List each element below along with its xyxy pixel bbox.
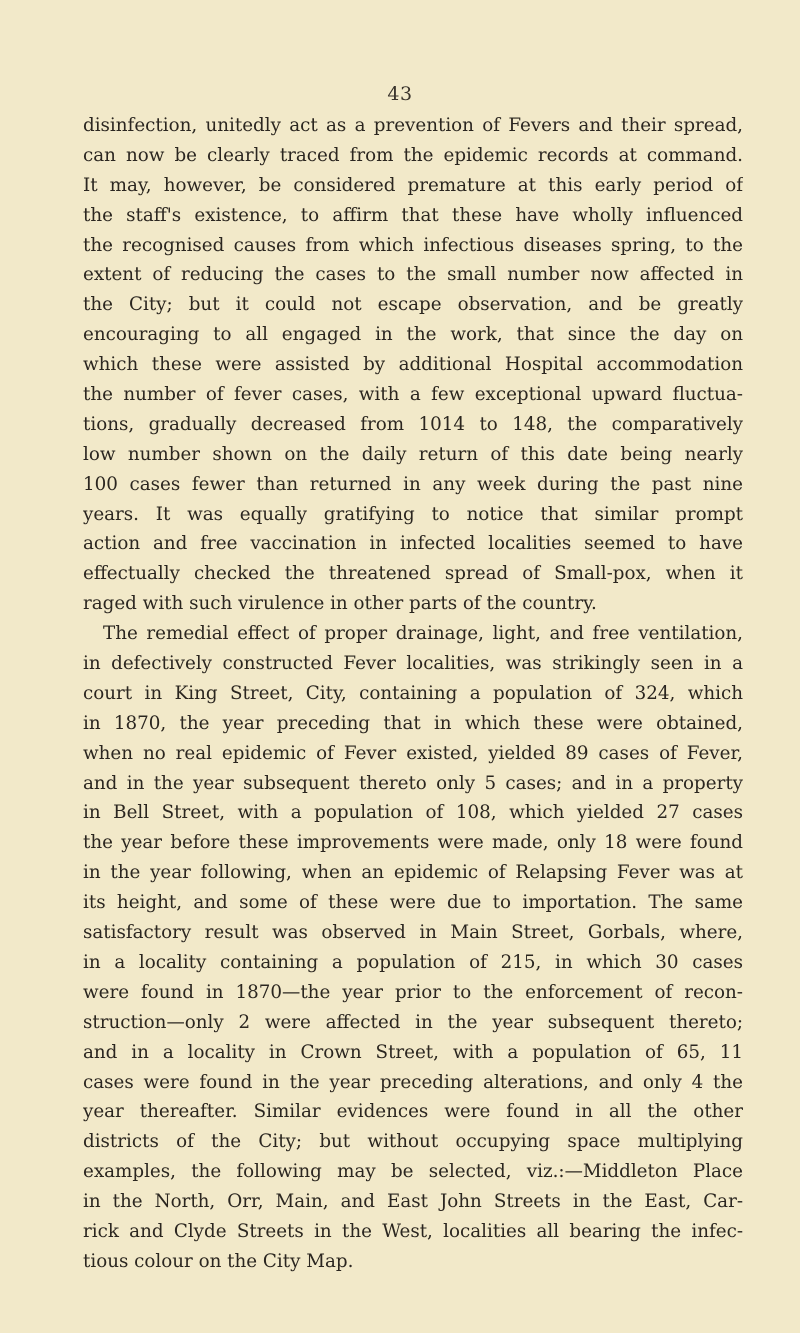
text-line: court in King Street, City, containing a population of 324, which xyxy=(83,682,743,704)
text-line: were found in 1870—the year prior to the enforcement of recon- xyxy=(83,981,743,1003)
text-line: encouraging to all engaged in the work, that since the day on xyxy=(83,324,743,346)
text-line: when no real epidemic of Fever existed, yielded 89 cases of Fever, xyxy=(83,742,743,764)
text-line: the year before these improvements were made, only 18 were found xyxy=(83,832,743,854)
text-line: extent of reducing the cases to the small number now affected in xyxy=(83,264,743,286)
text-line: which these were assisted by additional Hospital accommodation xyxy=(83,354,743,376)
text-line: low number shown on the daily return of this date being nearly xyxy=(83,443,743,465)
text-line: in 1870, the year preceding that in which these were obtained, xyxy=(83,712,743,734)
text-line: its height, and some of these were due to importation. The same xyxy=(83,892,743,914)
text-line: satisfactory result was observed in Main Street, Gorbals, where, xyxy=(83,922,743,944)
text-line: tious colour on the City Map. xyxy=(83,1250,354,1272)
body-text xyxy=(83,111,743,1277)
text-line: in defectively constructed Fever localities, was strikingly seen in a xyxy=(83,653,743,675)
page-number: 43 xyxy=(387,83,413,105)
text-line: the City; but it could not escape observation, and be greatly xyxy=(83,294,743,316)
text-line: in the year following, when an epidemic of Relapsing Fever was at xyxy=(83,862,743,884)
text-line: tions, gradually decreased from 1014 to 148, the comparatively xyxy=(83,413,743,435)
text-line: cases were found in the year preceding alterations, and only 4 the xyxy=(83,1071,743,1093)
text-line: districts of the City; but without occupying space multiplying xyxy=(83,1131,743,1153)
text-line: disinfection, unitedly act as a prevention of Fevers and their spread, xyxy=(83,115,743,136)
text-line: in Bell Street, with a population of 108, which yielded 27 cases xyxy=(83,802,743,824)
text-line: effectually checked the threatened spread of Small-pox, when it xyxy=(83,563,743,585)
text-line: examples, the following may be selected, viz.:—Middleton Place xyxy=(83,1161,743,1183)
text-line: raged with such virulence in other parts of the country. xyxy=(83,593,597,615)
text-line: can now be clearly traced from the epidemic records at command. xyxy=(83,144,743,166)
text-line: action and free vaccination in infected localities seemed to have xyxy=(83,533,743,555)
text-line: rick and Clyde Streets in the West, localities all bearing the infec- xyxy=(83,1220,743,1242)
text-line: and in a locality in Crown Street, with a population of 65, 11 xyxy=(83,1041,743,1063)
text-line: It may, however, be considered premature at this early period of xyxy=(83,174,743,196)
text-line: in the North, Orr, Main, and East John Streets in the East, Car- xyxy=(83,1191,743,1213)
text-line: and in the year subsequent thereto only 5 cases; and in a property xyxy=(83,772,743,794)
text-line: the number of fever cases, with a few exceptional upward fluctua- xyxy=(83,384,743,406)
text-line: the staff's existence, to affirm that these have wholly influenced xyxy=(83,204,743,226)
text-line: 100 cases fewer than returned in any week during the past nine xyxy=(83,473,743,495)
text-line: years. It was equally gratifying to notice that similar prompt xyxy=(83,503,743,525)
text-line: the recognised causes from which infectious diseases spring, to the xyxy=(83,234,743,256)
text-line: The remedial effect of proper drainage, light, and free ventilation, xyxy=(103,623,743,645)
text-line: year thereafter. Similar evidences were found in all the other xyxy=(83,1101,743,1123)
text-line: struction—only 2 were affected in the year subsequent thereto; xyxy=(83,1011,743,1033)
text-line: in a locality containing a population of 215, in which 30 cases xyxy=(83,951,743,973)
